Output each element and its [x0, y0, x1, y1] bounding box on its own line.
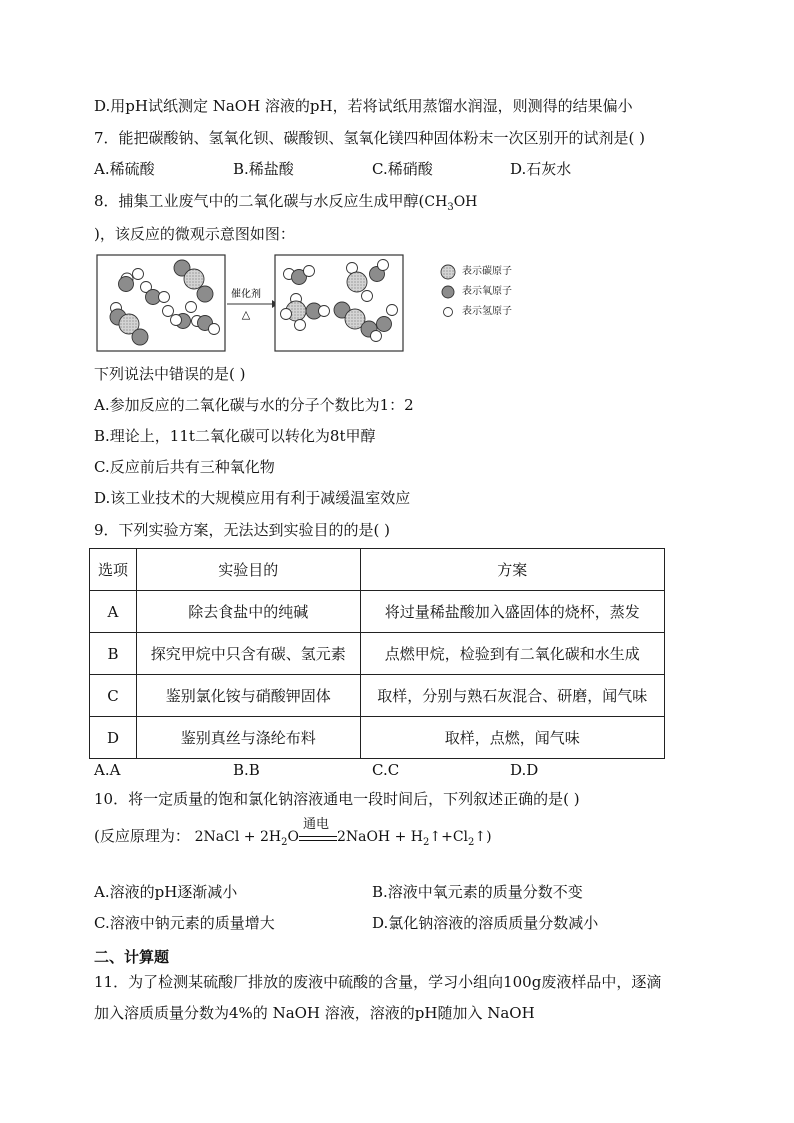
eq-left-sub: 2	[281, 837, 288, 848]
row-a-plan: 将过量稀盐酸加入盛固体的烧杯，蒸发	[360, 591, 664, 633]
eq-right-sub1: 2	[422, 837, 430, 848]
q7-option-c: C.稀硝酸	[372, 160, 433, 178]
q9-stem: 9．下列实验方案，无法达到实验目的的是( )	[94, 521, 391, 539]
q10-equation	[94, 817, 492, 849]
hydrogen-atom-icon	[442, 306, 458, 322]
row-c-plan: 取样，分别与熟石灰混合、研磨，闻气味	[360, 675, 664, 717]
heat-symbol: △	[241, 308, 251, 321]
diagram-legend	[440, 262, 560, 332]
oxygen-atom-icon	[441, 285, 457, 301]
eq-right-sub2: 2	[468, 837, 475, 848]
legend-carbon: 表示碳原子	[462, 266, 512, 277]
q7-option-a: A.稀硫酸	[94, 160, 155, 178]
q8-stem-part1	[94, 191, 477, 214]
q10-option-d: D.氯化钠溶液的溶质质量分数减小	[372, 914, 599, 932]
eq-right-text1: 2NaOH + H	[336, 829, 423, 845]
row-c-option: C	[90, 675, 137, 717]
equation-condition	[299, 817, 337, 847]
q8-question: 下列说法中错误的是( )	[94, 365, 246, 383]
row-a-purpose: 除去食盐中的纯碱	[136, 591, 360, 633]
table-row	[90, 633, 665, 675]
header-option: 选项	[90, 549, 137, 591]
q9-option-b: B.B	[233, 761, 260, 779]
condition-text: 通电	[302, 817, 329, 832]
eq-right-text3: ↑)	[474, 829, 492, 845]
equation-left	[194, 829, 299, 848]
header-purpose: 实验目的	[136, 549, 360, 591]
row-a-option: A	[90, 591, 137, 633]
eq-right-text2: ↑+Cl	[429, 829, 469, 845]
double-bar	[299, 836, 337, 841]
q11-line2: 加入溶质质量分数为4%的 NaOH 溶液，溶液的pH随加入 NaOH	[94, 1004, 535, 1022]
table-row	[90, 675, 665, 717]
q8-option-c: C.反应前后共有三种氧化物	[94, 458, 275, 476]
row-d-option: D	[90, 717, 137, 759]
row-b-plan: 点燃甲烷，检验到有二氧化碳和水生成	[360, 633, 664, 675]
row-b-purpose: 探究甲烷中只含有碳、氢元素	[136, 633, 360, 675]
q7-stem: 7．能把碳酸钠、氢氧化钡、碳酸钡、氢氧化镁四种固体粉末一次区别开的试剂是( )	[94, 129, 646, 147]
equation-right	[336, 829, 492, 848]
table-row	[90, 591, 665, 633]
q8-option-b: B.理论上，11t二氧化碳可以转化为8t甲醇	[94, 427, 376, 445]
q9-option-a: A.A	[94, 761, 121, 779]
formula-oh: OH	[453, 194, 478, 210]
q8-option-d: D.该工业技术的大规模应用有利于减缓温室效应	[94, 489, 411, 507]
row-d-plan: 取样，点燃，闻气味	[360, 717, 664, 759]
q10-option-c: C.溶液中钠元素的质量增大	[94, 914, 275, 932]
eq-left-text: 2NaCl + 2H	[194, 829, 282, 845]
q8-stem-part2: )，该反应的微观示意图如图：	[94, 225, 295, 243]
table-header-row	[90, 549, 665, 591]
q7-option-b: B.稀盐酸	[233, 160, 294, 178]
q9-table	[89, 548, 665, 759]
q11-line1: 11．为了检测某硫酸厂排放的废液中硫酸的含量，学习小组向100g废液样品中，逐滴	[94, 973, 662, 991]
row-c-purpose: 鉴别氯化铵与硝酸钾固体	[136, 675, 360, 717]
formula-ch: CH	[424, 194, 448, 210]
q8-option-a: A.参加反应的二氧化碳与水的分子个数比为1：2	[94, 396, 414, 414]
q10-option-a: A.溶液的pH逐渐减小	[94, 883, 238, 901]
legend-oxygen: 表示氧原子	[462, 286, 512, 297]
eq-left-end: O	[287, 829, 299, 845]
q9-option-d: D.D	[510, 761, 539, 779]
section-title: 二、计算题	[94, 948, 170, 966]
q10-stem: 10．将一定质量的饱和氯化钠溶液通电一段时间后，下列叙述正确的是( )	[94, 790, 580, 808]
catalyst-label: 催化剂	[231, 289, 261, 300]
q9-option-c: C.C	[372, 761, 400, 779]
carbon-atom-icon	[440, 264, 456, 280]
formula-sub: 3	[447, 202, 454, 213]
legend-hydrogen: 表示氢原子	[462, 306, 512, 317]
q6-option-d: D.用pH试纸测定 NaOH 溶液的pH，若将试纸用蒸馏水润湿，则测得的结果偏小	[94, 97, 633, 115]
methanol-formula	[424, 194, 478, 213]
table-row	[90, 717, 665, 759]
q7-option-d: D.石灰水	[510, 160, 572, 178]
header-plan: 方案	[360, 549, 664, 591]
q10-option-b: B.溶液中氧元素的质量分数不变	[372, 883, 583, 901]
row-b-option: B	[90, 633, 137, 675]
equation-prefix: (反应原理为：	[94, 827, 190, 845]
row-d-purpose: 鉴别真丝与涤纶布料	[136, 717, 360, 759]
q8-stem-text: 8．捕集工业废气中的二氧化碳与水反应生成甲醇(	[94, 192, 425, 210]
